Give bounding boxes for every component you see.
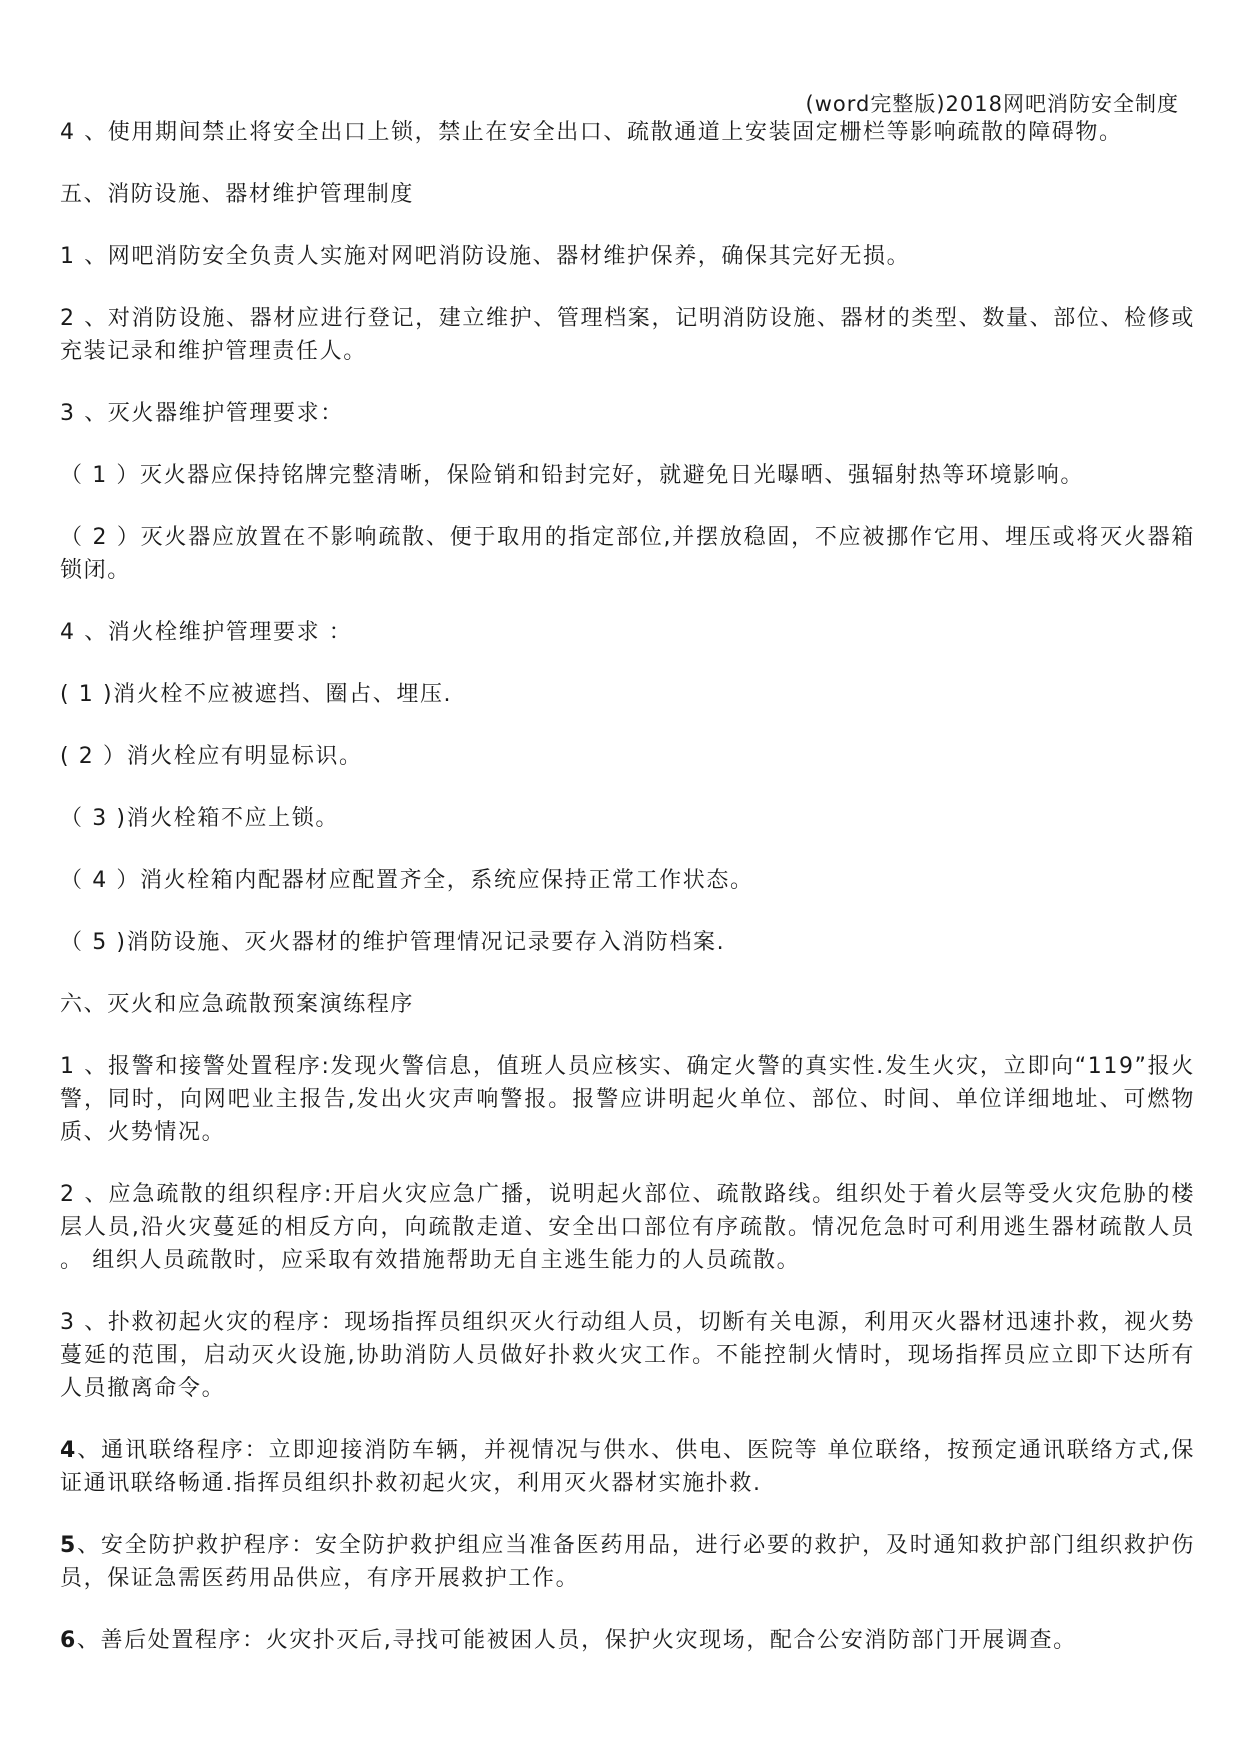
paragraph-hydrant-item-2: ( 2 ）消火栓应有明显标识。 (60, 744, 363, 769)
paragraph-hydrant-item-1: ( 1 )消火栓不应被遮挡、圈占、埋压. (60, 682, 453, 707)
document-body (60, 116, 1195, 1686)
paragraph-protection-procedure (60, 1529, 1195, 1595)
paragraph-extinguisher-item-1: （ 1 ）灭火器应保持铭牌完整清晰，保险销和铅封完好，就避免日光曝晒、强辐射热等环境影响。 (60, 463, 1084, 488)
paragraph-hydrant-item-3: （ 3 )消火栓箱不应上锁。 (60, 806, 339, 831)
section-number: 5 (60, 1533, 77, 1558)
section-text: 、善后处置程序：火灾扑灭后,寻找可能被困人员，保护火灾现场，配合公安消防部门开展调查。 (76, 1628, 1077, 1653)
paragraph-exit-lock: 4 、使用期间禁止将安全出口上锁，禁止在安全出口、疏散通道上安装固定栅栏等影响疏散的障碍物。 (60, 120, 1123, 145)
paragraph-evacuation-procedure: 2 、应急疏散的组织程序:开启火灾应急广播，说明起火部位、疏散路线。组织处于着火层等受火灾危胁的楼层人员,沿火灾蔓延的相反方向，向疏散走道、安全出口部位有序疏散。情况危急时可利用逃生器材疏散人员 。 组织人员疏散时，应采取有效措施帮助无自主逃生能力的人员疏散。 (60, 1182, 1195, 1273)
paragraph-hydrant-item-5: （ 5 )消防设施、灭火器材的维护管理情况记录要存入消防档案. (60, 930, 726, 955)
paragraph-firefighting-procedure: 3 、扑救初起火灾的程序：现场指挥员组织灭火行动组人员，切断有关电源，利用灭火器材迅速扑救，视火势蔓延的范围，启动灭火设施,协助消防人员做好扑救火灾工作。不能控制火情时，现场指挥员应立即下达所有人员撤离命令。 (60, 1310, 1195, 1401)
section-text: 、通讯联络程序：立即迎接消防车辆，并视情况与供水、供电、医院等 单位联络，按预定通讯联络方式,保证通讯联络畅通.指挥员组织扑救初起火灾，利用灭火器材实施扑救. (60, 1438, 1195, 1496)
paragraph-alarm-procedure: 1 、报警和接警处置程序:发现火警信息，值班人员应核实、确定火警的真实性.发生火灾，立即向“119”报火警，同时，向网吧业主报告,发出火灾声响警报。报警应讲明起火单位、部位、时间、单位详细地址、可燃物质、火势情况。 (60, 1054, 1195, 1145)
section-text: 、安全防护救护程序：安全防护救护组应当准备医药用品，进行必要的救护，及时通知救护部门组织救护伤员，保证急需医药用品供应，有序开展救护工作。 (60, 1533, 1195, 1591)
paragraph-aftermath-procedure (60, 1624, 1195, 1657)
section-number: 6 (60, 1628, 77, 1653)
paragraph-hydrant-requirements: 4 、消火栓维护管理要求 ： (60, 620, 353, 645)
section-number: 4 (60, 1438, 77, 1463)
section-heading-6: 六、灭火和应急疏散预案演练程序 (60, 992, 415, 1017)
section-heading-5: 五、消防设施、器材维护管理制度 (60, 182, 415, 207)
document-header-title: (word完整版)2018网吧消防安全制度 (805, 92, 1179, 116)
paragraph-communication-procedure (60, 1434, 1195, 1500)
paragraph-extinguisher-item-2: （ 2 ）灭火器应放置在不影响疏散、便于取用的指定部位,并摆放稳固，不应被挪作它用、埋压或将灭火器箱锁闭。 (60, 525, 1195, 583)
paragraph-hydrant-item-4: （ 4 ）消火栓箱内配器材应配置齐全，系统应保持正常工作状态。 (60, 868, 754, 893)
paragraph-maintenance-responsible: 1 、网吧消防安全负责人实施对网吧消防设施、器材维护保养，确保其完好无损。 (60, 244, 911, 269)
paragraph-registration: 2 、对消防设施、器材应进行登记，建立维护、管理档案，记明消防设施、器材的类型、数量、部位、检修或充装记录和维护管理责任人。 (60, 306, 1195, 364)
paragraph-extinguisher-requirements: 3 、灭火器维护管理要求： (60, 401, 344, 426)
